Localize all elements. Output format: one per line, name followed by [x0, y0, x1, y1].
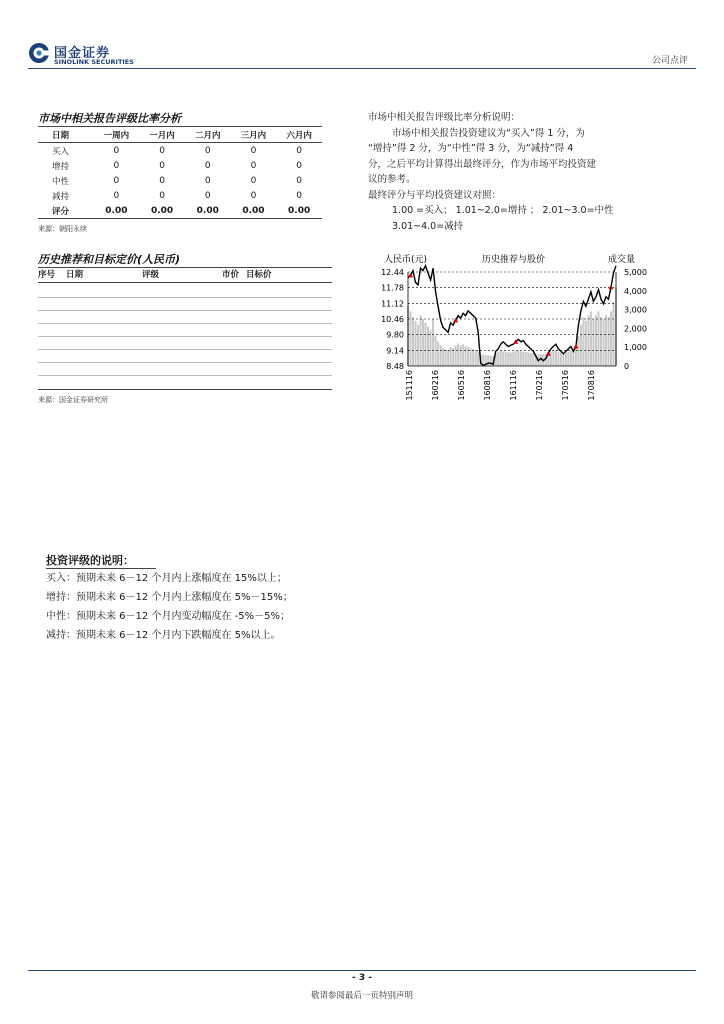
- volume-bar: [465, 346, 467, 366]
- score-cell: 0.00: [94, 203, 140, 219]
- volume-bar: [560, 352, 562, 366]
- volume-bar: [590, 311, 592, 366]
- page-number: - 3 -: [352, 973, 372, 983]
- table-cell: 0: [113, 145, 120, 156]
- y-tick-label: 9.80: [386, 330, 404, 340]
- explanation-line: 议的参考。: [368, 174, 416, 185]
- explanation-line: 分，之后平均计算得出最终评分，作为市场平均投资建: [368, 158, 597, 170]
- y2-axis-ticks: [624, 268, 647, 371]
- volume-bar: [422, 319, 424, 366]
- history-empty-row: [38, 336, 332, 337]
- x-axis-ticks: [405, 370, 596, 401]
- row-label: 评分: [38, 203, 94, 219]
- logo-chinese-name: 国金证券: [54, 46, 111, 61]
- disclaimer-note: 敬请参阅最后一页特别声明: [310, 991, 413, 1001]
- row-label: 减持: [52, 191, 70, 202]
- logo-english-name: SINOLINK SECURITIES: [54, 58, 134, 66]
- volume-bar: [567, 352, 569, 366]
- volume-bar: [430, 330, 432, 366]
- rating-legend-item: 中性：预期未来 6－12 个月内变动幅度在 -5%－5%；: [46, 611, 290, 622]
- volume-bar: [595, 315, 597, 366]
- volume-bar: [432, 319, 434, 366]
- row-label: 增持: [52, 161, 70, 172]
- history-title: 历史推荐和目标定价(人民币): [38, 253, 181, 266]
- volume-bar: [587, 315, 589, 366]
- history-empty-row: [38, 349, 332, 350]
- volume-bar: [572, 352, 574, 366]
- col-header: 六月内: [276, 127, 322, 143]
- chart-left-axis-label: 人民币(元): [384, 255, 428, 265]
- table-cell: 0: [204, 145, 211, 156]
- chart-gridlines: [408, 272, 616, 366]
- volume-bar: [417, 325, 419, 366]
- volume-bar: [575, 349, 577, 366]
- volume-bar: [415, 321, 417, 366]
- table-cell: 0: [159, 190, 165, 201]
- row-label: 中性: [52, 176, 70, 187]
- volume-bar: [435, 336, 437, 366]
- volume-bar: [455, 345, 457, 366]
- volume-bar: [472, 349, 474, 366]
- score-cell: 0.00: [231, 203, 277, 219]
- y2-tick-label: 2,000: [624, 324, 647, 334]
- buy-marker: [608, 285, 613, 290]
- volume-bar: [520, 351, 522, 366]
- volume-bar: [475, 350, 477, 366]
- rating-stats-table: [38, 127, 322, 219]
- rating-legend-item: 买入：预期未来 6－12 个月内上涨幅度在 15%以上；: [46, 573, 287, 584]
- sinolink-logo-icon: [28, 42, 50, 64]
- y-tick-label: 11.78: [381, 283, 404, 293]
- volume-bar: [610, 311, 612, 366]
- volume-bar: [597, 311, 599, 366]
- chart-title: 历史推荐与股价: [482, 255, 546, 265]
- score-cell: 0.00: [139, 203, 185, 219]
- x-tick-label: 160516: [457, 370, 466, 401]
- volume-bar: [525, 352, 527, 366]
- volume-bar: [500, 351, 502, 366]
- rating-legend-item: 减持：预期未来 6－12 个月内下跌幅度在 5%以上。: [46, 630, 281, 641]
- buy-marker: [408, 273, 413, 278]
- volume-bar: [605, 315, 607, 366]
- volume-bar: [460, 345, 462, 366]
- volume-bar: [580, 325, 582, 366]
- rating-legend-item: 增持：预期未来 6－12 个月内上涨幅度在 5%－15%；: [46, 592, 293, 603]
- history-col-target: 目标价: [246, 270, 272, 280]
- y2-tick-label: 4,000: [624, 286, 647, 296]
- volume-bar: [502, 351, 504, 366]
- explanation-title: 市场中相关报告评级比率分析说明：: [368, 112, 521, 123]
- rating-stats-header-row: [38, 127, 322, 143]
- table-cell: 0: [113, 175, 120, 186]
- table-row: [38, 143, 322, 159]
- x-tick-label: 151116: [405, 370, 414, 401]
- table-row: [38, 158, 322, 173]
- explanation-line: 市场中相关报告投资建议为“买入”得 1 分，为: [392, 127, 585, 139]
- volume-bars: [407, 287, 617, 366]
- volume-bar: [507, 352, 509, 366]
- volume-bar: [452, 348, 454, 366]
- explanation-line: 1.00 =买入； 1.01~2.0=增持 ； 2.01~3.0=中性: [392, 205, 614, 216]
- history-col-price: 市价: [222, 270, 240, 280]
- x-tick-label: 160216: [431, 370, 440, 401]
- volume-bar: [427, 327, 429, 366]
- history-bottom-rule: [38, 389, 332, 390]
- col-header: 一月内: [139, 127, 185, 143]
- table-cell: 0: [113, 190, 120, 201]
- volume-bar: [467, 347, 469, 366]
- volume-bar: [505, 352, 507, 366]
- volume-bar: [412, 317, 414, 366]
- volume-bar: [450, 347, 452, 366]
- score-cell: 0.00: [276, 203, 322, 219]
- volume-bar: [602, 319, 604, 366]
- col-header: 一周内: [94, 127, 140, 143]
- volume-bar: [490, 356, 492, 366]
- header-rule: [28, 68, 696, 69]
- x-tick-label: 170516: [561, 370, 570, 401]
- history-col-rating: 评级: [142, 270, 160, 280]
- score-cell: 0.00: [185, 203, 231, 219]
- table-row: [38, 188, 322, 203]
- col-header: 三月内: [231, 127, 277, 143]
- table-cell: 0: [296, 175, 302, 186]
- chart-right-axis-label: 成交量: [608, 255, 636, 265]
- table-cell: 0: [250, 175, 257, 186]
- table-cell: 0: [159, 160, 165, 171]
- volume-bar: [557, 351, 559, 366]
- table-row: [38, 173, 322, 188]
- table-cell: 0: [204, 160, 211, 171]
- y2-tick-label: 3,000: [624, 305, 647, 315]
- volume-bar: [445, 349, 447, 366]
- volume-bar: [555, 350, 557, 366]
- volume-bar: [550, 352, 552, 366]
- volume-bar: [585, 321, 587, 366]
- volume-bar: [607, 317, 609, 366]
- y-tick-label: 9.14: [386, 346, 404, 356]
- volume-bar: [487, 355, 489, 366]
- y-tick-label: 10.46: [381, 315, 404, 324]
- row-label: 买入: [52, 146, 70, 157]
- price-volume-chart: [364, 250, 664, 415]
- volume-bar: [425, 323, 427, 366]
- history-empty-row: [38, 310, 332, 311]
- volume-bar: [613, 302, 615, 366]
- volume-bar: [515, 351, 517, 366]
- history-col-date: 日期: [66, 270, 84, 280]
- buy-marker: [453, 318, 458, 323]
- y2-tick-label: 5,000: [624, 268, 647, 277]
- history-empty-row: [38, 323, 332, 324]
- volume-bar: [532, 353, 534, 366]
- volume-bar: [527, 352, 529, 366]
- volume-bar: [570, 351, 572, 366]
- x-tick-label: 170216: [535, 370, 544, 401]
- rating-legend-title: 投资评级的说明：: [46, 554, 134, 567]
- volume-bar: [497, 352, 499, 366]
- table-cell: 0: [113, 160, 120, 171]
- volume-bar: [517, 351, 519, 366]
- table-cell: 0: [296, 145, 302, 156]
- volume-bar: [410, 311, 412, 366]
- table-cell: 0: [159, 175, 165, 186]
- x-tick-label: 161116: [509, 370, 518, 401]
- explanation-line: 3.01~4.0=减持: [392, 220, 464, 232]
- volume-bar: [457, 343, 459, 366]
- volume-bar: [512, 352, 514, 366]
- footer-rule: [28, 970, 696, 971]
- rating-stats-source: 来源：朝阳永续: [38, 225, 87, 233]
- table-cell: 0: [250, 160, 257, 171]
- history-empty-row: [38, 297, 332, 298]
- volume-bar: [437, 342, 439, 366]
- y2-tick-label: 1,000: [624, 343, 647, 353]
- volume-bar: [462, 344, 464, 366]
- volume-bar: [447, 350, 449, 366]
- volume-bar: [420, 315, 422, 366]
- table-cell: 0: [204, 175, 211, 186]
- table-cell: 0: [296, 160, 302, 171]
- y-axis-ticks: [381, 268, 404, 371]
- table-cell: 0: [296, 190, 302, 201]
- history-header-rule: [38, 282, 332, 283]
- document-type: 公司点评: [651, 56, 688, 66]
- volume-bar: [552, 351, 554, 366]
- volume-bar: [510, 352, 512, 366]
- volume-bar: [442, 348, 444, 366]
- rating-stats-title: 市场中相关报告评级比率分析: [38, 112, 181, 125]
- history-source: 来源：国金证券研究所: [38, 396, 108, 404]
- table-cell: 0: [250, 190, 257, 201]
- volume-bar: [530, 353, 532, 366]
- x-tick-label: 160816: [483, 370, 492, 401]
- volume-bar: [470, 348, 472, 366]
- history-col-index: 序号: [38, 270, 56, 280]
- score-row: [38, 203, 322, 219]
- volume-bar: [522, 352, 524, 366]
- y-tick-label: 11.12: [381, 299, 404, 309]
- explanation-line: “增持”得 2 分，为“中性”得 3 分，为“减持”得 4: [368, 143, 574, 154]
- table-cell: 0: [204, 190, 211, 201]
- rating-explanation: [368, 110, 668, 234]
- table-cell: 0: [159, 145, 165, 156]
- y2-tick-label: 0: [624, 362, 630, 371]
- x-tick-label: 170816: [587, 370, 596, 401]
- volume-bar: [440, 345, 442, 366]
- volume-bar: [592, 319, 594, 366]
- volume-bar: [600, 317, 602, 366]
- volume-bar: [565, 352, 567, 366]
- volume-bar: [582, 317, 584, 366]
- col-header: 日期: [38, 127, 94, 143]
- y-tick-label: 8.48: [386, 362, 404, 371]
- volume-bar: [477, 351, 479, 366]
- volume-bar: [577, 336, 579, 366]
- volume-bar: [562, 353, 564, 366]
- table-cell: 0: [250, 145, 257, 156]
- col-header: 二月内: [185, 127, 231, 143]
- history-empty-row: [38, 362, 332, 363]
- explanation-line: 最终评分与平均投资建议对照：: [368, 189, 502, 201]
- history-empty-row: [38, 375, 332, 376]
- y-tick-label: 12.44: [381, 268, 404, 277]
